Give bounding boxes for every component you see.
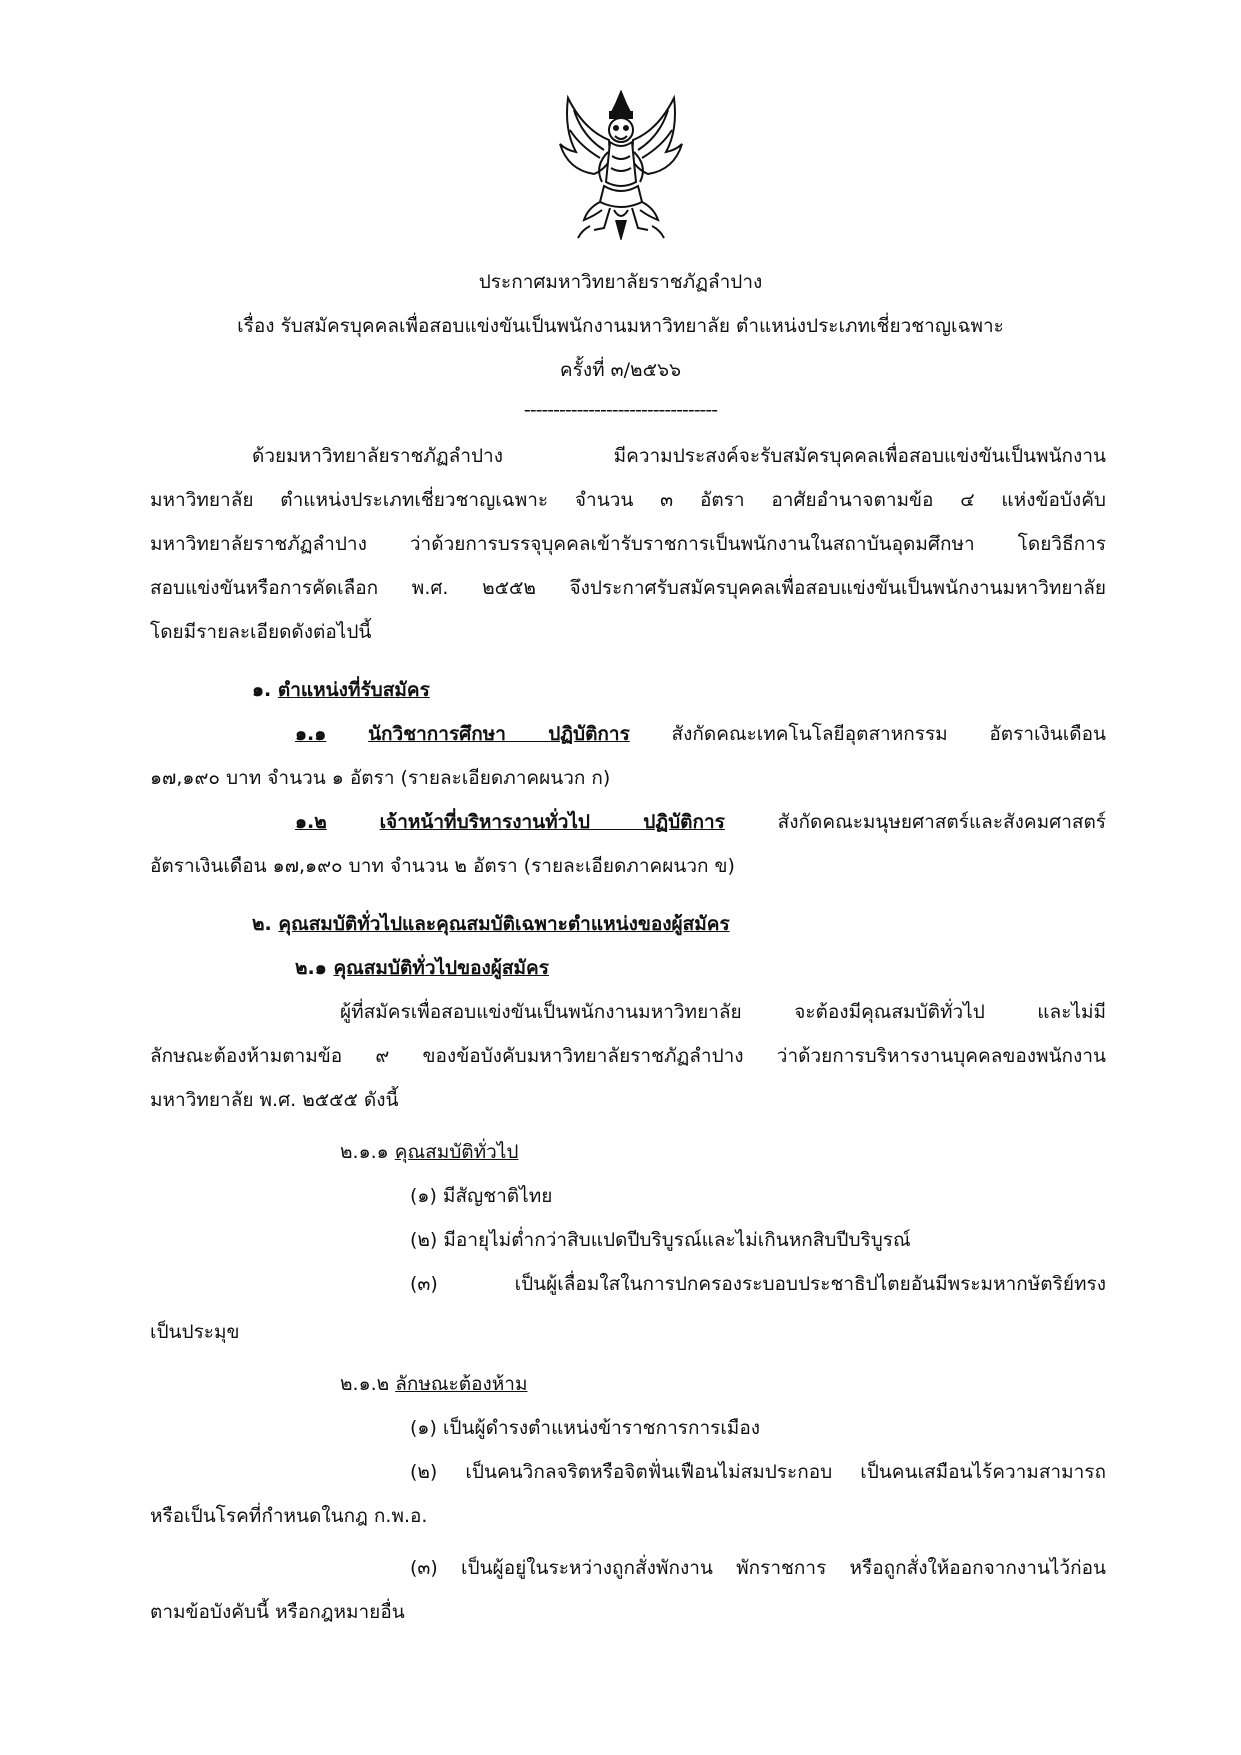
section-1-number: ๑. — [252, 679, 272, 701]
intro-line-1: ด้วยมหาวิทยาลัยราชภัฏลำปาง มีความประสงค์จะรับสมัครบุคคลเพื่อสอบแข่งขันเป็นพนักงาน — [252, 445, 1106, 467]
qualification-para-line-2: ลักษณะต้องห้ามตามข้อ ๙ ของข้อบังคับมหาวิทยาลัยราชภัฏลำปาง ว่าด้วยการบริหารงานบุคคลของพนักงาน — [150, 1045, 1106, 1067]
position-2-number: ๑.๒ — [295, 811, 327, 833]
section-1-heading — [252, 676, 430, 704]
qualification-para-line-3: มหาวิทยาลัย พ.ศ. ๒๕๕๕ ดังนี้ — [150, 1089, 399, 1111]
subsection-2-1-number: ๒.๑ — [295, 957, 327, 979]
qualification-para-line-1: ผู้ที่สมัครเพื่อสอบแข่งขันเป็นพนักงานมหาวิทยาลัย จะต้องมีคุณสมบัติทั่วไป และไม่มี — [340, 1001, 1106, 1023]
announcement-org: ประกาศมหาวิทยาลัยราชภัฏลำปาง — [478, 271, 763, 293]
section-2-title: คุณสมบัติทั่วไปและคุณสมบัติเฉพาะตำแหน่งของผู้สมัคร — [278, 913, 730, 935]
prohibited-item-2-line-2: หรือเป็นโรคที่กำหนดในกฎ ก.พ.อ. — [150, 1505, 428, 1527]
prohibited-item-2-line-1: (๒) เป็นคนวิกลจริตหรือจิตฟั่นเฟือนไม่สมประกอบ เป็นคนเสมือนไร้ความสามารถ — [410, 1461, 1106, 1483]
prohibited-item-3-line-2: ตามข้อบังคับนี้ หรือกฎหมายอื่น — [150, 1601, 405, 1623]
section-2-number: ๒. — [252, 913, 272, 935]
position-1-line-1 — [295, 720, 1106, 748]
header-divider: --------------------------------- — [523, 399, 718, 421]
qualification-item-3-line-2: เป็นประมุข — [150, 1321, 240, 1343]
position-1-number: ๑.๑ — [295, 723, 327, 745]
general-qualifications-title: คุณสมบัติทั่วไป — [394, 1141, 519, 1163]
position-2-line-1 — [295, 808, 1106, 836]
intro-line-4: สอบแข่งขันหรือการคัดเลือก พ.ศ. ๒๕๕๒ จึงประกาศรับสมัครบุคคลเพื่อสอบแข่งขันเป็นพนักงานมหาวิทยาลัย — [150, 577, 1106, 599]
qualification-item-3-line-1: (๓) เป็นผู้เลื่อมใสในการปกครองระบอบประชาธิปไตยอันมีพระมหากษัตริย์ทรง — [410, 1273, 1106, 1295]
position-1-detail: สังกัดคณะเทคโนโลยีอุตสาหกรรม อัตราเงินเดือน — [671, 723, 1106, 745]
general-qualifications-heading — [340, 1138, 518, 1166]
intro-line-2: มหาวิทยาลัย ตำแหน่งประเภทเชี่ยวชาญเฉพาะ จำนวน ๓ อัตรา อาศัยอำนาจตามข้อ ๔ แห่งข้อบังคับ — [150, 489, 1106, 511]
prohibited-heading — [340, 1370, 528, 1398]
prohibited-number: ๒.๑.๒ — [340, 1373, 390, 1395]
subsection-2-1-title: คุณสมบัติทั่วไปของผู้สมัคร — [333, 957, 549, 979]
announcement-subject: เรื่อง รับสมัครบุคคลเพื่อสอบแข่งขันเป็นพนักงานมหาวิทยาลัย ตำแหน่งประเภทเชี่ยวชาญเฉพาะ — [237, 315, 1004, 337]
qualification-item-1: (๑) มีสัญชาติไทย — [410, 1185, 553, 1207]
position-2-title: เจ้าหน้าที่บริหารงานทั่วไป ปฏิบัติการ — [379, 811, 725, 833]
subsection-2-1-heading — [295, 954, 549, 982]
prohibited-title: ลักษณะต้องห้าม — [395, 1373, 528, 1395]
position-1-line-2: ๑๗,๑๙๐ บาท จำนวน ๑ อัตรา (รายละเอียดภาคผนวก ก) — [150, 767, 611, 789]
position-2-detail: สังกัดคณะมนุษยศาสตร์และสังคมศาสตร์ — [777, 811, 1107, 833]
intro-line-3: มหาวิทยาลัยราชภัฏลำปาง ว่าด้วยการบรรจุบุคคลเข้ารับราชการเป็นพนักงานในสถาบันอุดมศึกษา โดยวิธีการ — [150, 533, 1106, 555]
general-qualifications-number: ๒.๑.๑ — [340, 1141, 389, 1163]
announcement-round: ครั้งที่ ๓/๒๕๖๖ — [559, 359, 682, 381]
prohibited-item-3-line-1: (๓) เป็นผู้อยู่ในระหว่างถูกสั่งพักงาน พักราชการ หรือถูกสั่งให้ออกจากงานไว้ก่อน — [410, 1557, 1106, 1579]
section-1-title: ตำแหน่งที่รับสมัคร — [277, 679, 430, 701]
position-2-line-2: อัตราเงินเดือน ๑๗,๑๙๐ บาท จำนวน ๒ อัตรา (รายละเอียดภาคผนวก ข) — [150, 855, 735, 877]
qualification-item-2: (๒) มีอายุไม่ต่ำกว่าสิบแปดปีบริบูรณ์และไม่เกินหกสิบปีบริบูรณ์ — [410, 1229, 911, 1251]
prohibited-item-1: (๑) เป็นผู้ดำรงตำแหน่งข้าราชการการเมือง — [410, 1417, 761, 1439]
section-2-heading — [252, 910, 730, 938]
garuda-emblem-icon — [554, 90, 688, 240]
position-1-title: นักวิชาการศึกษา ปฏิบัติการ — [368, 723, 630, 745]
intro-line-5: โดยมีรายละเอียดดังต่อไปนี้ — [150, 621, 372, 643]
